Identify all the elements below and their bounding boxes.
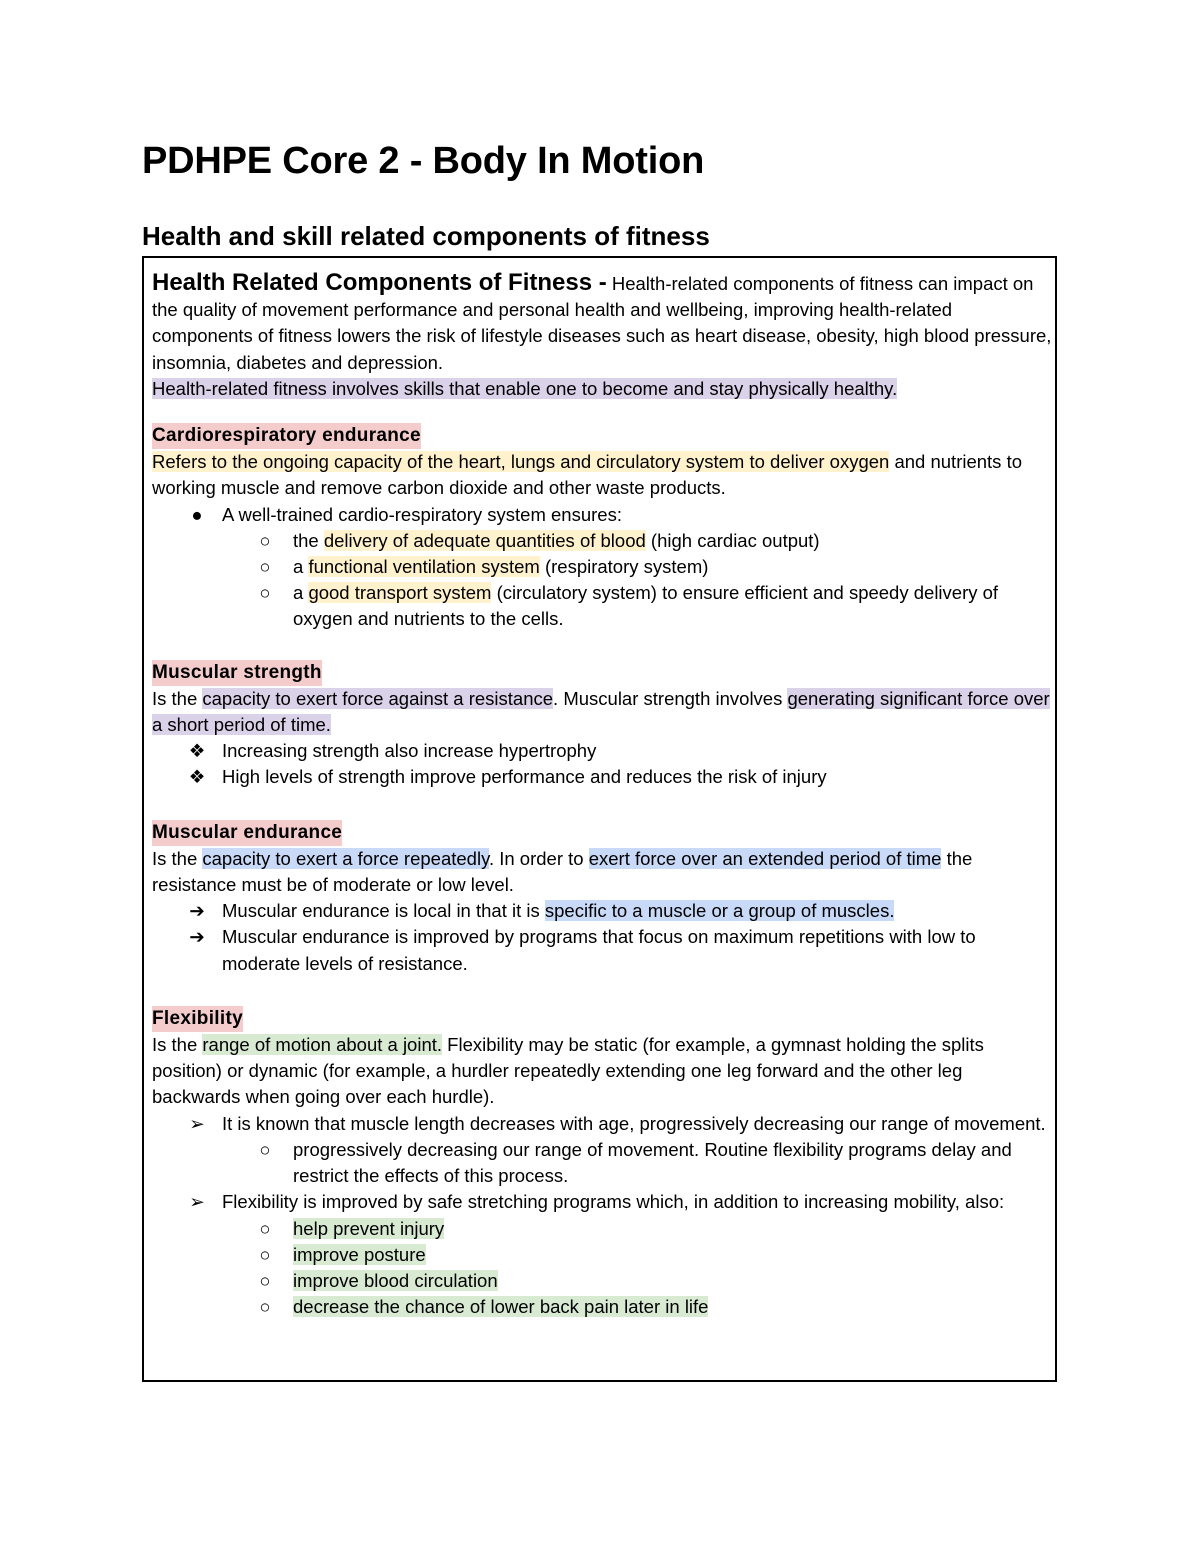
list-item-text: a bbox=[293, 556, 309, 578]
list-item bbox=[152, 528, 1052, 554]
circle-bullet-icon: ○ bbox=[259, 556, 271, 578]
endurance-heading: Muscular endurance bbox=[152, 820, 342, 846]
diamond-bullet-icon: ❖ bbox=[188, 766, 206, 788]
arrow-bullet-icon: ➔ bbox=[189, 926, 205, 948]
list-item bbox=[152, 1268, 1052, 1294]
list-item bbox=[152, 1137, 1052, 1189]
cardio-heading: Cardiorespiratory endurance bbox=[152, 423, 421, 449]
strength-list bbox=[152, 738, 1052, 790]
cardio-definition-highlight: Refers to the ongoing capacity of the heart, lungs and circulatory system to deliver oxygen bbox=[152, 451, 890, 473]
list-item-highlight: help prevent injury bbox=[293, 1217, 445, 1239]
arrow-bullet-icon: ➔ bbox=[189, 900, 205, 922]
list-item-text: Flexibility is improved by safe stretching programs which, in addition to increasing mobility, also: bbox=[222, 1191, 1005, 1213]
list-item bbox=[152, 764, 1052, 790]
circle-bullet-icon: ○ bbox=[259, 1296, 271, 1318]
circle-bullet-icon: ○ bbox=[259, 1269, 271, 1291]
intro-highlight: Health-related fitness involves skills that enable one to become and stay physically healthy. bbox=[152, 377, 898, 399]
circle-bullet-icon: ○ bbox=[259, 582, 271, 604]
flexibility-heading-row bbox=[152, 1005, 1052, 1032]
arrowhead-bullet-icon: ➢ bbox=[189, 1112, 205, 1134]
flexibility-heading: Flexibility bbox=[152, 1006, 243, 1032]
endurance-highlight: exert force over an extended period of time bbox=[588, 847, 942, 869]
list-item-text: (circulatory system) to ensure efficient and speedy delivery of oxygen and nutrients to the cells. bbox=[293, 582, 999, 630]
list-item-text: (high cardiac output) bbox=[645, 529, 820, 551]
endurance-list bbox=[152, 898, 1052, 977]
list-item bbox=[152, 580, 1052, 632]
endurance-text: the resistance must be of moderate or low level. bbox=[152, 847, 973, 896]
intro-text: Health-related components of fitness can impact on the quality of movement performance and personal health and wellbeing, improving health-related components of fitness lowers the risk of lifestyle diseases such as heart disease, obesity, high blood pressure, insomnia, diabetes and depression. bbox=[152, 273, 1052, 373]
cardio-heading-row bbox=[152, 422, 1052, 449]
strength-heading: Muscular strength bbox=[152, 660, 322, 686]
list-item-highlight: specific to a muscle or a group of muscles. bbox=[544, 900, 895, 922]
flexibility-text: Is the bbox=[152, 1034, 203, 1056]
intro-paragraph bbox=[152, 270, 1052, 376]
circle-bullet-icon: ○ bbox=[259, 1138, 271, 1160]
list-item-highlight: delivery of adequate quantities of blood bbox=[323, 529, 646, 551]
list-item-text: the bbox=[293, 529, 324, 551]
page-title: PDHPE Core 2 - Body In Motion bbox=[142, 140, 705, 182]
intro-heading: Health Related Components of Fitness - bbox=[152, 269, 607, 296]
circle-bullet-icon: ○ bbox=[259, 1243, 271, 1265]
list-item bbox=[152, 1216, 1052, 1242]
list-item-highlight: improve blood circulation bbox=[293, 1269, 498, 1291]
strength-definition bbox=[152, 686, 1052, 738]
list-item bbox=[152, 1294, 1052, 1320]
list-item bbox=[152, 1189, 1052, 1215]
flexibility-text: Flexibility may be static (for example, a gymnast holding the splits position) or dynamic (for example, a hurdler repeatedly extending one leg forward and the other leg backwards when going over each hurdle). bbox=[152, 1034, 984, 1108]
list-item-highlight: functional ventilation system bbox=[308, 556, 540, 578]
list-item bbox=[152, 554, 1052, 580]
list-item-text: a bbox=[293, 582, 309, 604]
list-item-text: High levels of strength improve performance and reduces the risk of injury bbox=[222, 766, 827, 788]
list-item-text: It is known that muscle length decreases with age, progressively decreasing our range of movement. bbox=[222, 1112, 1046, 1134]
list-item-highlight: good transport system bbox=[308, 582, 492, 604]
strength-highlight: capacity to exert force against a resistance bbox=[202, 687, 554, 709]
list-item-text: Increasing strength also increase hypertrophy bbox=[222, 740, 597, 762]
endurance-text: . In order to bbox=[488, 847, 589, 869]
list-item-text: (respiratory system) bbox=[539, 556, 709, 578]
list-item-highlight: decrease the chance of lower back pain later in life bbox=[293, 1296, 709, 1318]
list-item-text: Muscular endurance is local in that it is bbox=[222, 900, 545, 922]
diamond-bullet-icon: ❖ bbox=[188, 740, 206, 762]
strength-text: Is the bbox=[152, 687, 203, 709]
endurance-text: Is the bbox=[152, 847, 203, 869]
cardio-definition bbox=[152, 449, 1052, 501]
flexibility-highlight: range of motion about a joint. bbox=[202, 1034, 443, 1056]
flexibility-definition bbox=[152, 1032, 1052, 1111]
endurance-definition bbox=[152, 846, 1052, 898]
list-item bbox=[152, 924, 1052, 976]
list-item-text: A well-trained cardio-respiratory system ensures: bbox=[222, 503, 622, 525]
list-item bbox=[152, 738, 1052, 764]
circle-bullet-icon: ○ bbox=[259, 1217, 271, 1239]
list-item-text: progressively decreasing our range of movement. Routine flexibility programs delay and restrict the effects of this process. bbox=[293, 1138, 1012, 1187]
cardio-definition-rest: and nutrients to working muscle and remove carbon dioxide and other waste products. bbox=[152, 451, 1022, 499]
circle-bullet-icon: ○ bbox=[259, 529, 271, 551]
strength-highlight: generating significant force over a short period of time. bbox=[152, 687, 1050, 736]
section-subtitle: Health and skill related components of fitness bbox=[142, 221, 710, 251]
content-box bbox=[142, 256, 1057, 1382]
list-item bbox=[152, 1111, 1052, 1137]
strength-heading-row bbox=[152, 659, 1052, 686]
list-item bbox=[152, 502, 1052, 528]
list-item bbox=[152, 898, 1052, 924]
flexibility-list bbox=[152, 1111, 1052, 1321]
disc-bullet-icon: ● bbox=[191, 503, 203, 525]
list-item-highlight: improve posture bbox=[293, 1243, 426, 1265]
list-item bbox=[152, 1242, 1052, 1268]
endurance-highlight: capacity to exert a force repeatedly bbox=[202, 847, 489, 869]
arrowhead-bullet-icon: ➢ bbox=[189, 1191, 205, 1213]
endurance-heading-row bbox=[152, 819, 1052, 846]
strength-text: . Muscular strength involves bbox=[553, 687, 788, 709]
list-item-text: Muscular endurance is improved by programs that focus on maximum repetitions with low to moderate levels of resistance. bbox=[222, 926, 976, 974]
intro-highlight-paragraph bbox=[152, 376, 1052, 402]
cardio-list bbox=[152, 502, 1052, 633]
